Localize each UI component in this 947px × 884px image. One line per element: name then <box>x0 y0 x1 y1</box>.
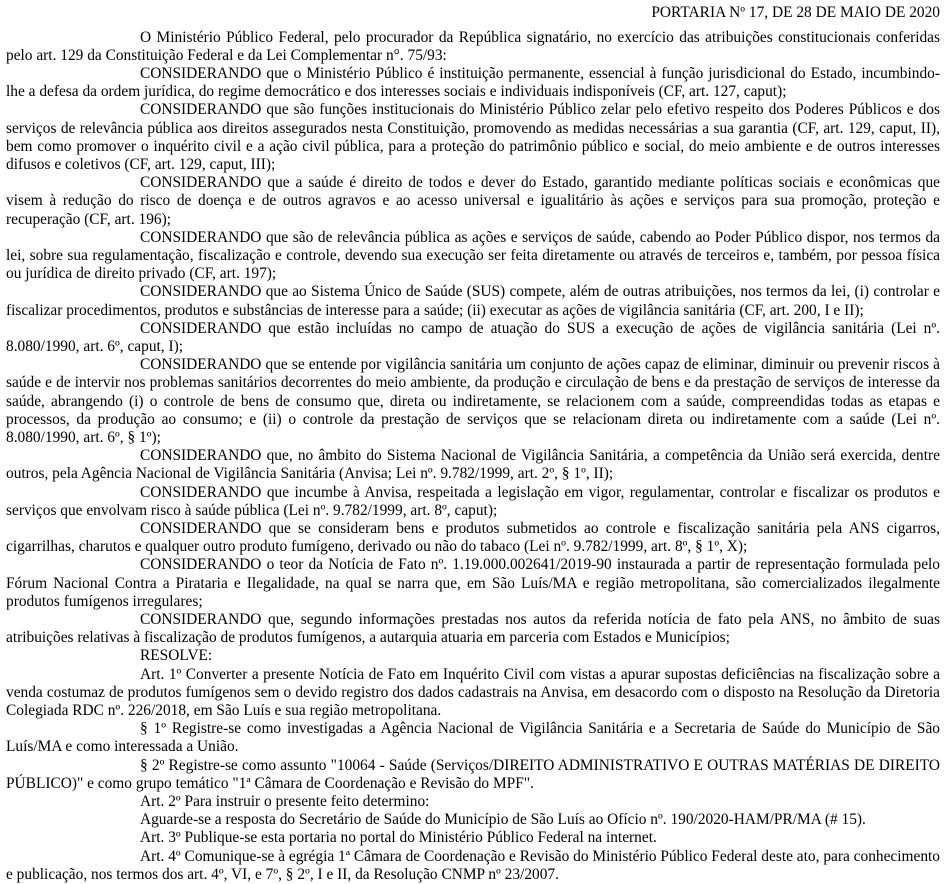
considerando-paragraph: CONSIDERANDO que, no âmbito do Sistema Nacional de Vigilância Sanitária, a competência da União será exercida, dentre outros, pela Agência Nacional de Vigilância Sanitária (Anvisa; Lei nº. 9.782/1999, art. 2º, § 1º, II); <box>6 447 940 483</box>
considerando-paragraph: CONSIDERANDO o teor da Notícia de Fato nº. 1.19.000.002641/2019-90 instaurada a partir de representação formulada pelo Fórum Nacional Contra a Pirataria e Ilegalidade, na qual se narra que, em São Luís/MA e região metropolitana, são comercializados ilegalmente produtos fumígenos irregulares; <box>6 556 940 611</box>
article-paragraph: Art. 4º Comunique-se à egrégia 1ª Câmara de Coordenação e Revisão do Ministério Público Federal deste ato, para conhecimento e publicação, nos termos dos art. 4º, VI, e 7º, § 2º, I e II, da Resolução CNMP nº 23/2007. <box>6 848 940 884</box>
determination-paragraph: Aguarde-se a resposta do Secretário de Saúde do Município de São Luís ao Ofício nº. 190/2020-HAM/PR/MA (# 15). <box>6 811 940 829</box>
considerando-paragraph: CONSIDERANDO que são de relevância pública as ações e serviços de saúde, cabendo ao Poder Público dispor, nos termos da lei, sobre sua regulamentação, fiscalização e controle, devendo sua execução ser feita diretamente ou através de terceiros e, também, por pessoa física ou jurídica de direito privado (CF, art. 197); <box>6 229 940 284</box>
document-body <box>6 29 940 884</box>
preamble-paragraph: O Ministério Público Federal, pelo procurador da República signatário, no exercício das atribuições constitucionais conferidas pelo art. 129 da Constituição Federal e da Lei Complementar n°. 75/93: <box>6 29 940 65</box>
section-paragraph: § 1º Registre-se como investigadas a Agência Nacional de Vigilância Sanitária e a Secretaria de Saúde do Município de São Luís/MA e como interessada a União. <box>6 720 940 756</box>
considerando-paragraph: CONSIDERANDO que são funções institucionais do Ministério Público zelar pelo efetivo respeito dos Poderes Públicos e dos serviços de relevância pública aos direitos assegurados nesta Constituição, promovendo as medidas necessárias a sua garantia (CF, art. 129, caput, II), bem como promover o inquérito civil e a ação civil pública, para a proteção do patrimônio público e social, do meio ambiente e de outros interesses difusos e coletivos (CF, art. 129, caput, III); <box>6 101 940 174</box>
considerando-paragraph: CONSIDERANDO que se entende por vigilância sanitária um conjunto de ações capaz de eliminar, diminuir ou prevenir riscos à saúde e de intervir nos problemas sanitários decorrentes do meio ambiente, da produção e circulação de bens e da prestação de serviços de interesse da saúde, abrangendo (i) o controle de bens de consumo que, direta ou indiretamente, se relacionem com a saúde, compreendidas todas as etapas e processos, da produção ao consumo; e (ii) o controle da prestação de serviços que se relacionam direta ou indiretamente com a saúde (Lei nº. 8.080/1990, art. 6º, § 1º); <box>6 356 940 447</box>
considerando-paragraph: CONSIDERANDO que ao Sistema Único de Saúde (SUS) compete, além de outras atribuições, nos termos da lei, (i) controlar e fiscalizar procedimentos, produtos e substâncias de interesse para a saúde; (ii) executar as ações de vigilância sanitária (CF, art. 200, I e II); <box>6 283 940 319</box>
article-paragraph: Art. 3º Publique-se esta portaria no portal do Ministério Público Federal na internet. <box>6 829 940 847</box>
considerando-paragraph: CONSIDERANDO que o Ministério Público é instituição permanente, essencial à função jurisdicional do Estado, incumbindo-lhe a defesa da ordem jurídica, do regime democrático e dos interesses sociais e individuais indisponíveis (CF, art. 127, caput); <box>6 65 940 101</box>
considerando-paragraph: CONSIDERANDO que se consideram bens e produtos submetidos ao controle e fiscalização sanitária pela ANS cigarros, cigarrilhas, charutos e qualquer outro produto fumígeno, derivado ou não do tabaco (Lei nº. 9.782/1999, art. 8º, § 1º, X); <box>6 520 940 556</box>
considerando-paragraph: CONSIDERANDO que incumbe à Anvisa, respeitada a legislação em vigor, regulamentar, controlar e fiscalizar os produtos e serviços que envolvam risco à saúde pública (Lei nº. 9.782/1999, art. 8º, caput); <box>6 484 940 520</box>
considerando-paragraph: CONSIDERANDO que, segundo informações prestadas nos autos da referida notícia de fato pela ANS, no âmbito de suas atribuições relativas à fiscalização de produtos fumígenos, a autarquia atuaria em parceria com Estados e Municípios; <box>6 611 940 647</box>
article-paragraph: Art. 2º Para instruir o presente feito determino: <box>6 793 940 811</box>
document-title: PORTARIA Nº 17, DE 28 DE MAIO DE 2020 <box>6 4 940 23</box>
considerando-paragraph: CONSIDERANDO que a saúde é direito de todos e dever do Estado, garantido mediante políticas sociais e econômicas que visem à redução do risco de doença e de outros agravos e ao acesso universal e igualitário às ações e serviços para sua promoção, proteção e recuperação (CF, art. 196); <box>6 174 940 229</box>
article-paragraph: Art. 1º Converter a presente Notícia de Fato em Inquérito Civil com vistas a apurar supostas deficiências na fiscalização sobre a venda costumaz de produtos fumígenos sem o devido registro dos dados cadastrais na Anvisa, em desacordo com o disposto na Resolução da Diretoria Colegiada RDC nº. 226/2018, em São Luís e sua região metropolitana. <box>6 666 940 721</box>
resolve-heading: RESOLVE: <box>6 647 940 665</box>
section-paragraph: § 2º Registre-se como assunto "10064 - Saúde (Serviços/DIREITO ADMINISTRATIVO E OUTRAS MATÉRIAS DE DIREITO PÚBLICO)" e como grupo temático "1ª Câmara de Coordenação e Revisão do MPF". <box>6 757 940 793</box>
considerando-paragraph: CONSIDERANDO que estão incluídas no campo de atuação do SUS a execução de ações de vigilância sanitária (Lei nº. 8.080/1990, art. 6º, caput, I); <box>6 320 940 356</box>
